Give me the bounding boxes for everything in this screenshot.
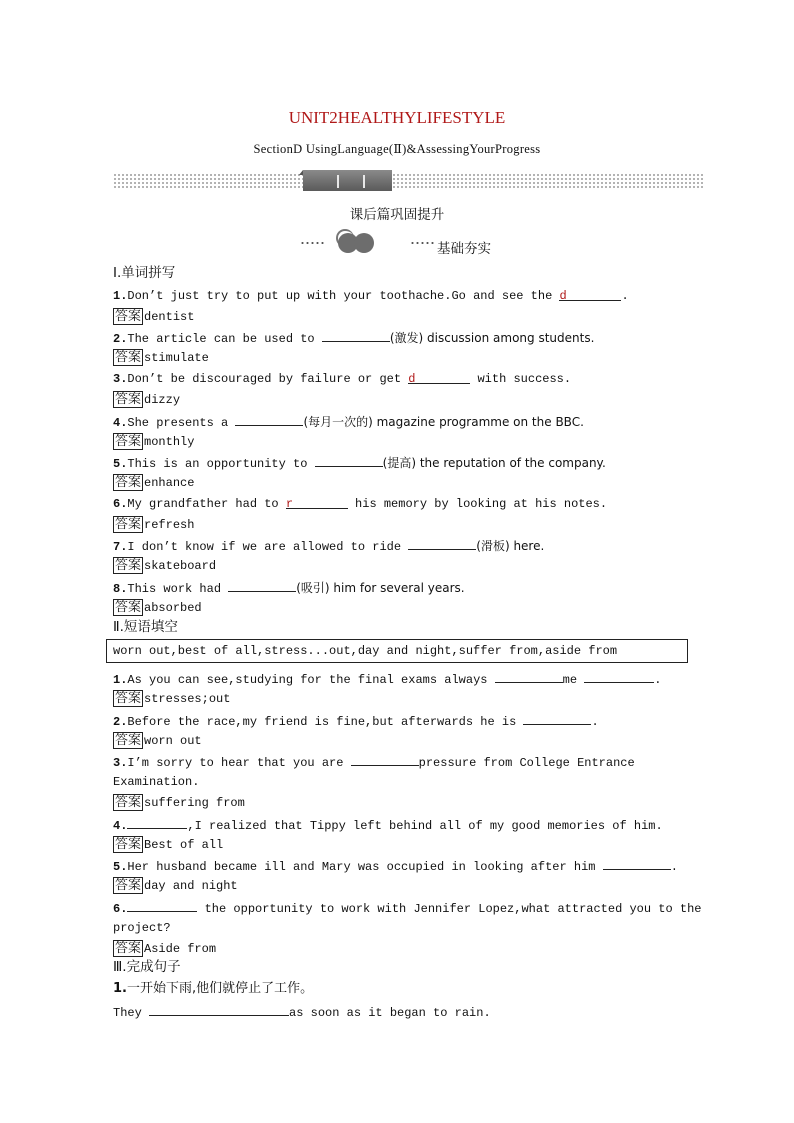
answer-2-2: 答案 worn out: [115, 733, 202, 748]
section-subtitle: SectionD UsingLanguage(Ⅱ)&AssessingYourProgress: [253, 142, 541, 156]
answer-badge: 答案: [115, 434, 142, 449]
answer-1-2: 答案 stimulate: [115, 350, 209, 365]
answer-badge: 答案: [115, 600, 142, 615]
question-2-3-continued: Examination.: [113, 775, 200, 789]
question-3-1-english: They as soon as it began to rain.: [113, 1003, 491, 1021]
answer-2-5: 答案 day and night: [115, 878, 238, 893]
answer-1-8: 答案 absorbed: [115, 600, 202, 615]
answer-badge: 答案: [115, 878, 142, 893]
answer-1-5: 答案 enhance: [115, 475, 195, 490]
answer-blank[interactable]: [235, 413, 303, 426]
phrase-bank-text: worn out,best of all,stress...out,day and night,suffer from,aside from: [113, 644, 618, 658]
section-heading-2: Ⅱ.短语填空: [113, 619, 178, 635]
question-2-2: 2.Before the race,my friend is fine,but afterwards he is .: [113, 712, 599, 730]
answer-blank[interactable]: [584, 670, 654, 683]
page-title: UNIT2HEALTHYLIFESTYLE: [288, 108, 506, 127]
answer-badge: 答案: [115, 941, 142, 956]
answer-badge: 答案: [115, 309, 142, 324]
answer-1-4: 答案 monthly: [115, 434, 195, 449]
divider-tab: [303, 170, 392, 191]
answer-2-4: 答案 Best of all: [115, 837, 224, 852]
question-2-6: 6. the opportunity to work with Jennifer Lopez,what attracted you to the: [113, 899, 702, 917]
question-1-2: 2.The article can be used to (激发) discussion among students.: [113, 331, 595, 346]
answer-badge: 答案: [115, 795, 142, 810]
answer-blank[interactable]: [603, 857, 671, 870]
question-3-1-chinese: 1.一开始下雨,他们就停止了工作。: [113, 981, 314, 996]
section-heading-3: Ⅲ.完成句子: [113, 959, 181, 975]
subbanner-row: [300, 231, 520, 257]
answer-blank[interactable]: [127, 816, 187, 829]
answer-1-7: 答案 skateboard: [115, 558, 217, 573]
question-1-6: 6.My grandfather had to r his memory by looking at his notes.: [113, 497, 608, 511]
answer-badge: 答案: [115, 837, 142, 852]
question-2-4: 4. ,I realized that Tippy left behind all of my good memories of him.: [113, 816, 663, 834]
question-1-8: 8.This work had (吸引) him for several years.: [113, 581, 465, 596]
answer-blank[interactable]: [228, 579, 296, 592]
answer-blank[interactable]: d: [408, 371, 470, 384]
answer-blank[interactable]: r: [286, 496, 348, 509]
dotted-divider-right: [392, 173, 703, 190]
dots-decoration-right: [410, 241, 436, 245]
answer-1-6: 答案 refresh: [115, 517, 195, 532]
answer-blank[interactable]: [127, 899, 197, 912]
answer-badge: 答案: [115, 475, 142, 490]
answer-2-1: 答案 stresses;out: [115, 691, 231, 706]
phrase-bank-box: [106, 639, 688, 663]
answer-1-3: 答案 dizzy: [115, 392, 181, 407]
question-2-3: 3.I’m sorry to hear that you are pressure from College Entrance: [113, 753, 635, 771]
answer-2-3: 答案 suffering from: [115, 795, 245, 810]
answer-badge: 答案: [115, 350, 142, 365]
question-2-1: 1.As you can see,studying for the final exams always me .: [113, 670, 661, 688]
subbanner-heading: 基础夯实: [437, 241, 491, 257]
question-1-4: 4.She presents a (每月一次的) magazine programme on the BBC.: [113, 415, 584, 430]
answer-blank[interactable]: d: [559, 288, 621, 301]
question-2-6-continued: project?: [113, 921, 171, 935]
dots-decoration-left: [300, 241, 326, 245]
answer-badge: 答案: [115, 733, 142, 748]
question-1-3: 3.Don’t be discouraged by failure or get d with success.: [113, 372, 572, 386]
answer-blank[interactable]: [495, 670, 563, 683]
circle-icon: [354, 233, 374, 253]
question-1-1: 1.Don’t just try to put up with your toothache.Go and see the d .: [113, 289, 629, 303]
answer-1-1: 答案 dentist: [115, 309, 195, 324]
answer-blank[interactable]: [322, 329, 390, 342]
answer-blank[interactable]: [351, 753, 419, 766]
question-1-7: 7.I don’t know if we are allowed to ride (滑板) here.: [113, 539, 545, 554]
answer-blank[interactable]: [315, 454, 383, 467]
answer-blank[interactable]: [408, 537, 476, 550]
section-heading-1: Ⅰ.单词拼写: [113, 265, 176, 281]
dotted-divider-left: [113, 173, 303, 190]
answer-blank[interactable]: [523, 712, 591, 725]
answer-badge: 答案: [115, 691, 142, 706]
answer-blank[interactable]: [149, 1003, 289, 1016]
banner-heading: 课后篇巩固提升: [349, 207, 445, 223]
answer-badge: 答案: [115, 517, 142, 532]
answer-2-6: 答案 Aside from: [115, 941, 217, 956]
question-2-5: 5.Her husband became ill and Mary was occupied in looking after him .: [113, 857, 678, 875]
question-1-5: 5.This is an opportunity to (提高) the reputation of the company.: [113, 456, 606, 471]
answer-badge: 答案: [115, 392, 142, 407]
answer-badge: 答案: [115, 558, 142, 573]
